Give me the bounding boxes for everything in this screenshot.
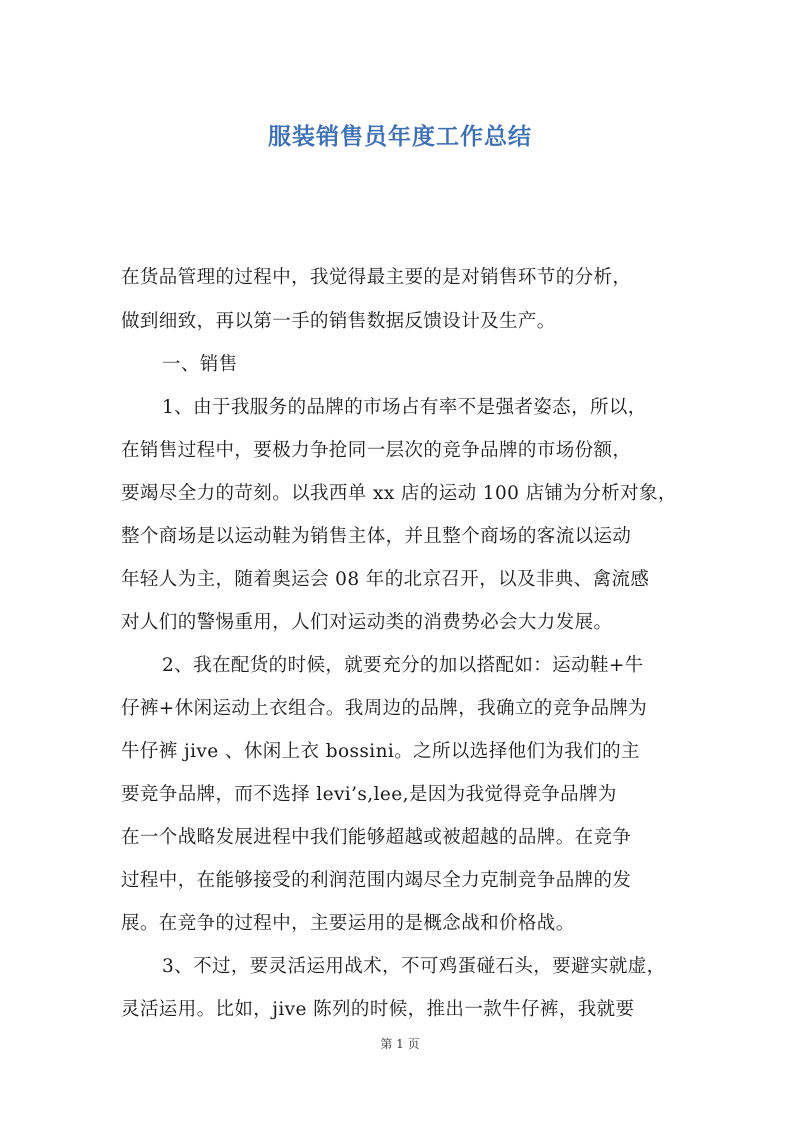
body-line: 整个商场是以运动鞋为销售主体，并且整个商场的客流以运动: [121, 526, 632, 547]
body-line: 在销售过程中，要极力争抢同一层次的竞争品牌的市场份额，: [121, 440, 632, 461]
document-title: 服装销售员年度工作总结: [268, 124, 532, 150]
body-line: 2、我在配货的时候，就要充分的加以搭配如：运动鞋+牛: [162, 655, 644, 676]
section-heading: 一、销售: [162, 354, 238, 375]
page-number: 第 1 页: [380, 1037, 420, 1051]
body-line: 灵活运用。比如，jive 陈列的时候，推出一款牛仔裤，我就要: [121, 999, 635, 1020]
body-line: 在一个战略发展进程中我们能够超越或被超越的品牌。在竞争: [121, 827, 632, 848]
body-line: 要竭尽全力的苛刻。以我西单 xx 店的运动 100 店铺为分析对象，: [121, 483, 677, 504]
body-line: 展。在竞争的过程中，主要运用的是概念战和价格战。: [121, 913, 575, 934]
body-line: 要竞争品牌，而不选择 levi’s,lee,是因为我觉得竞争品牌为: [121, 784, 617, 805]
body-line: 在货品管理的过程中，我觉得最主要的是对销售环节的分析，: [121, 267, 632, 288]
body-line: 年轻人为主，随着奥运会 08 年的北京召开，以及非典、禽流感: [121, 569, 650, 590]
body-line: 3、不过，要灵活运用战术，不可鸡蛋碰石头，要避实就虚，: [162, 956, 666, 977]
body-line: 做到细致，再以第一手的销售数据反馈设计及生产。: [121, 311, 556, 332]
body-line: 牛仔裤 jive 、休闲上衣 bossini。之所以选择他们为我们的主: [121, 741, 640, 762]
body-line: 过程中，在能够接受的利润范围内竭尽全力克制竞争品牌的发: [121, 870, 632, 891]
body-line: 1、由于我服务的品牌的市场占有率不是强者姿态，所以，: [162, 397, 647, 418]
body-line: 对人们的警惕重用，人们对运动类的消费势必会大力发展。: [121, 612, 613, 633]
body-line: 仔裤+休闲运动上衣组合。我周边的品牌，我确立的竞争品牌为: [121, 698, 648, 719]
